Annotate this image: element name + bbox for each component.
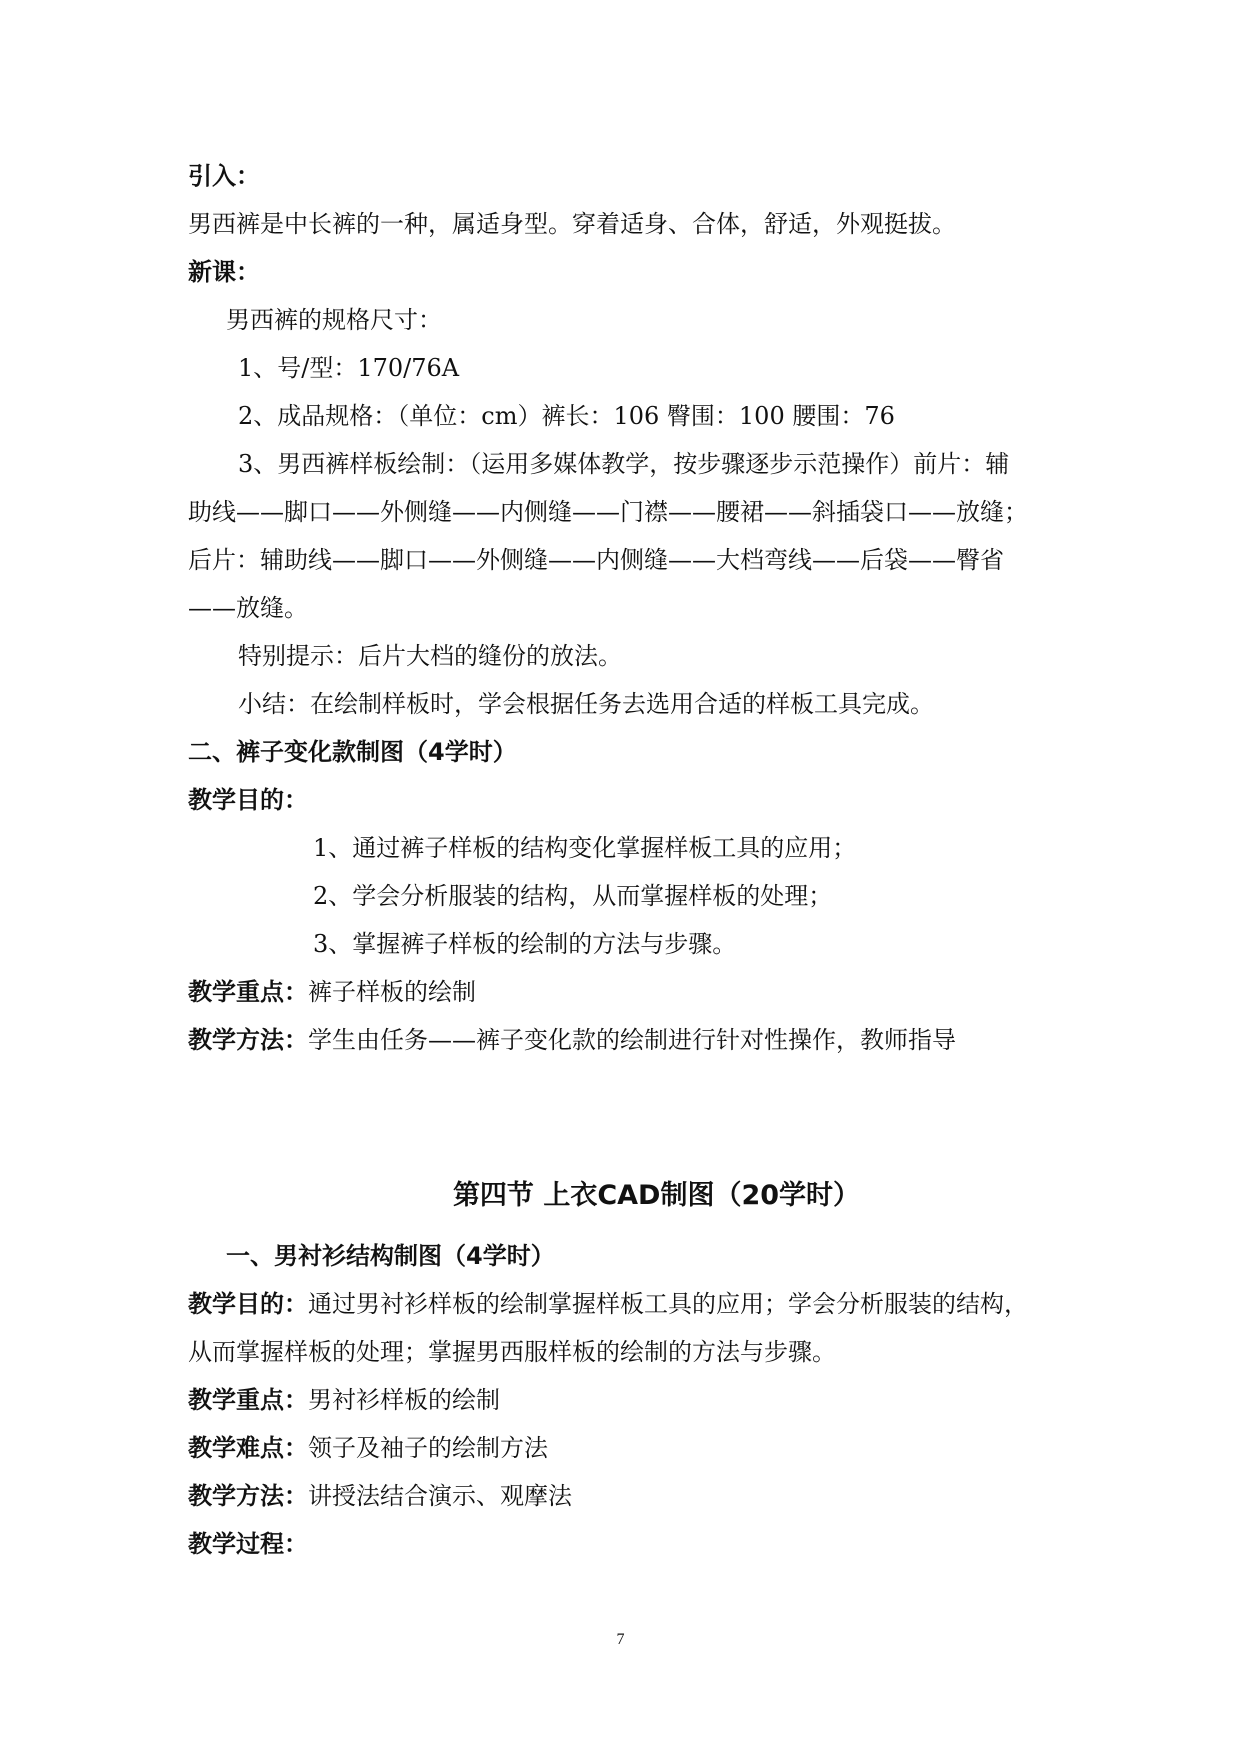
chapter4-focus-label: 教学重点： (188, 1386, 308, 1414)
chapter4-heading: 第四节 上衣CAD制图（20学时） (452, 1180, 861, 1211)
chapter4-focus-text: 男衬衫样板的绘制 (308, 1386, 500, 1414)
spec-item-3-line-4: ——放缝。 (188, 594, 308, 622)
chapter4-goal-line-2: 从而掌握样板的处理；掌握男西服样板的绘制的方法与步骤。 (188, 1338, 836, 1366)
spec-item-3-line-1: 3、男西裤样板绘制：（运用多媒体教学，按步骤逐步示范操作）前片：辅 (238, 450, 1010, 478)
chapter4-goal-line-1: 通过男衬衫样板的绘制掌握样板工具的应用；学会分析服装的结构， (308, 1290, 1028, 1318)
intro-label: 引入： (188, 162, 260, 190)
section2-goal-2: 2、学会分析服装的结构，从而掌握样板的处理； (313, 882, 833, 910)
special-tip: 特别提示：后片大档的缝份的放法。 (238, 642, 622, 670)
chapter4-focus (188, 1385, 1068, 1415)
spec-title: 男西裤的规格尺寸： (226, 306, 442, 334)
section2-focus-label: 教学重点： (188, 978, 308, 1006)
section2-method (188, 1025, 1068, 1055)
chapter4-difficulty-label: 教学难点： (188, 1434, 308, 1462)
spec-item-3-line-3: 后片：辅助线——脚口——外侧缝——内侧缝——大档弯线——后袋——臀省 (188, 546, 1004, 574)
section2-goal-label: 教学目的： (188, 786, 308, 814)
section2-title: 二、裤子变化款制图（4学时） (188, 738, 517, 766)
summary: 小结：在绘制样板时，学会根据任务去选用合适的样板工具完成。 (238, 690, 934, 718)
page-number: 7 (616, 1631, 625, 1648)
intro-text: 男西裤是中长裤的一种，属适身型。穿着适身、合体，舒适，外观挺拔。 (188, 210, 956, 238)
section2-goal-1: 1、通过裤子样板的结构变化掌握样板工具的应用； (313, 834, 857, 862)
section2-method-text: 学生由任务——裤子变化款的绘制进行针对性操作，教师指导 (308, 1026, 956, 1054)
chapter4-method-label: 教学方法： (188, 1482, 308, 1510)
new-lesson-label: 新课： (188, 258, 260, 286)
chapter4-difficulty (188, 1433, 1068, 1463)
chapter4-difficulty-text: 领子及袖子的绘制方法 (308, 1434, 548, 1462)
spec-item-2: 2、成品规格：（单位：cm）裤长：106 臀围：100 腰围：76 (238, 402, 895, 430)
chapter4-goal (188, 1289, 1068, 1319)
chapter4-sub-title: 一、男衬衫结构制图（4学时） (226, 1242, 555, 1270)
chapter4-method-text: 讲授法结合演示、观摩法 (308, 1482, 572, 1510)
spec-item-3-line-2: 助线——脚口——外侧缝——内侧缝——门襟——腰裙——斜插袋口——放缝； (188, 498, 1028, 526)
section2-focus (188, 977, 1068, 1007)
chapter4-goal-label: 教学目的： (188, 1290, 308, 1318)
section2-goal-3: 3、掌握裤子样板的绘制的方法与步骤。 (313, 930, 737, 958)
chapter4-method (188, 1481, 1068, 1511)
section2-focus-text: 裤子样板的绘制 (308, 978, 476, 1006)
spec-item-1: 1、号/型：170/76A (238, 354, 460, 382)
section2-method-label: 教学方法： (188, 1026, 308, 1054)
chapter4-process-label: 教学过程： (188, 1530, 308, 1558)
